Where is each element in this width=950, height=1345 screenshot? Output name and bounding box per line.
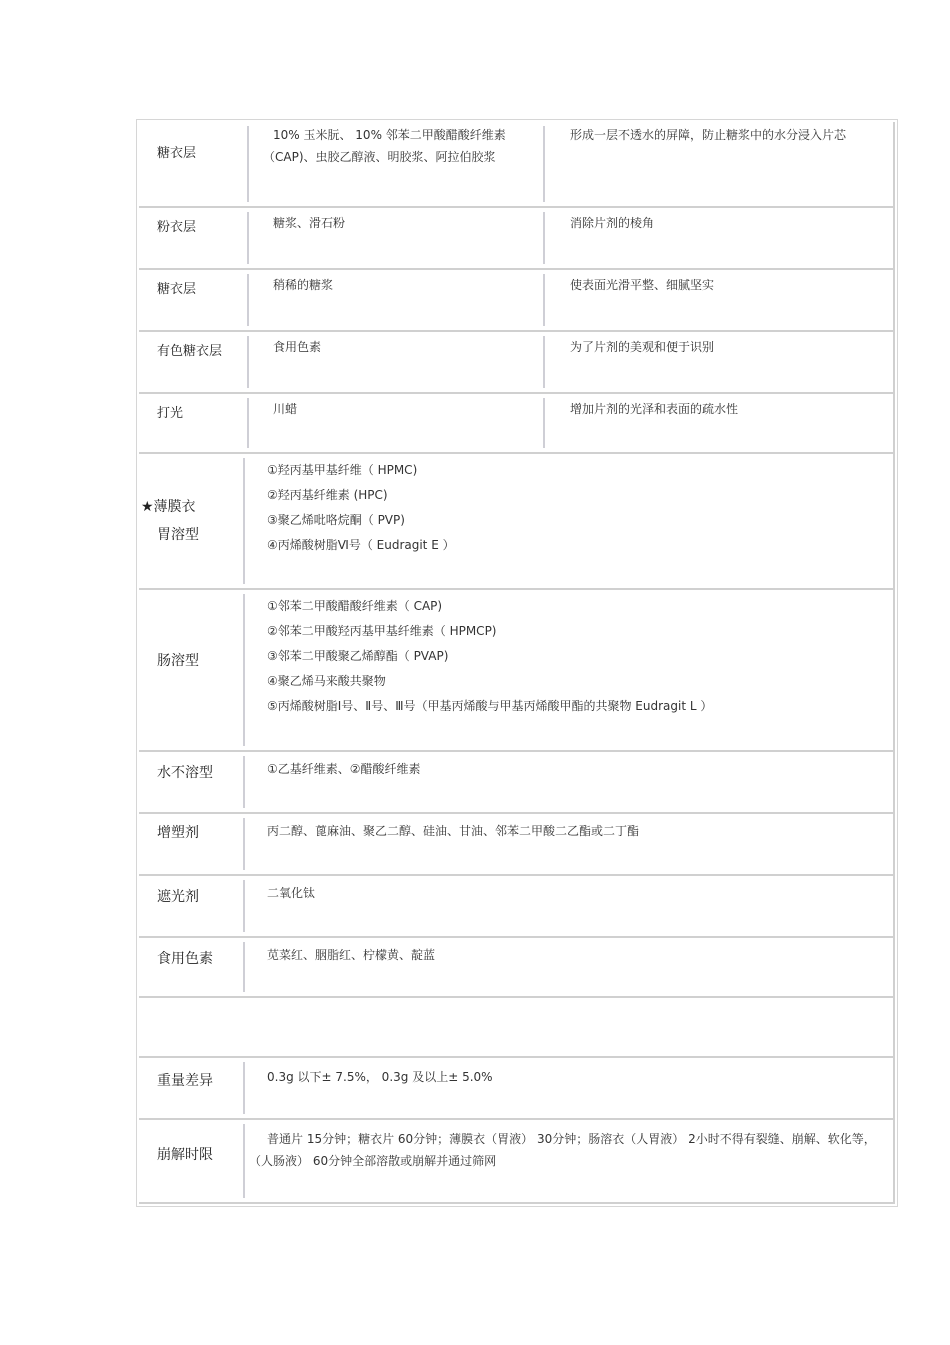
list-item: ①羟丙基甲基纤维（ HPMC) <box>267 463 418 477</box>
column-divider <box>543 336 545 388</box>
column-divider <box>543 274 545 326</box>
column-divider <box>243 942 245 992</box>
list-item: ③邻苯二甲酸聚乙烯醇酯（ PVAP) <box>267 649 449 663</box>
plasticizer-row <box>139 814 895 876</box>
purpose-cell: 为了片剂的美观和便于识别 <box>570 340 715 354</box>
material-cell: 食用色素 <box>273 340 322 354</box>
column-divider <box>543 212 545 264</box>
purpose-cell: 形成一层不透水的屏障，防止糖浆中的水分浸入片芯 <box>570 128 847 142</box>
content-cell: ①乙基纤维素、②醋酸纤维素 <box>267 762 421 776</box>
column-divider <box>243 1124 245 1198</box>
column-divider <box>243 458 245 584</box>
row-label: 遮光剂 <box>157 889 199 905</box>
column-divider <box>243 756 245 808</box>
sugar-row-2 <box>139 208 895 270</box>
document-table <box>136 119 898 1207</box>
column-divider <box>247 212 249 264</box>
row-label: 肠溶型 <box>157 653 199 669</box>
list-item: ②羟丙基纤维素 (HPC) <box>267 488 388 502</box>
sugar-row-1 <box>139 122 895 208</box>
row-label: 打光 <box>157 406 184 421</box>
column-divider <box>247 398 249 448</box>
column-divider <box>247 274 249 326</box>
content-cell: 丙二醇、蓖麻油、聚乙二醇、硅油、甘油、邻苯二甲酸二乙酯或二丁酯 <box>267 824 640 838</box>
sugar-row-4 <box>139 332 895 394</box>
row-label: 糖衣层 <box>157 146 197 161</box>
column-divider <box>543 398 545 448</box>
content-cell: 普通片 15分钟；糖衣片 60分钟；薄膜衣（胃液） 30分钟；肠溶衣（人胃液） 2小时不得有裂缝、崩解、软化等，（人肠液） 60分钟全部溶散或崩解并通过筛网 <box>249 1132 876 1168</box>
column-divider <box>247 126 249 202</box>
row-label: 有色糖衣层 <box>157 344 223 359</box>
column-divider <box>247 336 249 388</box>
content-cell: 二氧化钛 <box>267 886 316 900</box>
purpose-cell: 增加片剂的光泽和表面的疏水性 <box>570 402 739 416</box>
gastric-materials-list <box>267 458 455 558</box>
row-label: 食用色素 <box>157 951 213 967</box>
list-item: ②邻苯二甲酸羟丙基甲基纤维素（ HPMCP) <box>267 624 497 638</box>
column-divider <box>243 818 245 870</box>
column-divider <box>543 126 545 202</box>
row-label: 增塑剂 <box>157 825 199 841</box>
film-coating-title: ★薄膜衣 <box>141 499 196 515</box>
opacifier-row <box>139 876 895 938</box>
column-divider <box>243 880 245 932</box>
enteric-materials-list <box>267 594 712 719</box>
row-label: 重量差异 <box>157 1073 213 1089</box>
film-enteric-row <box>139 590 895 752</box>
column-divider <box>243 1062 245 1114</box>
content-cell: 0.3g 以下± 7.5%， 0.3g 及以上± 5.0% <box>267 1070 493 1084</box>
list-item: ⑤丙烯酸树脂Ⅰ号、Ⅱ号、Ⅲ号（甲基丙烯酸与甲基丙烯酸甲酯的共聚物 Eudragit L ） <box>267 699 713 713</box>
purpose-cell: 消除片剂的棱角 <box>570 216 655 230</box>
purpose-cell: 使表面光滑平整、细腻坚实 <box>570 278 715 292</box>
content-cell: 苋菜红、胭脂红、柠檬黄、靛蓝 <box>267 948 436 962</box>
weight-variation-row <box>139 1058 895 1120</box>
film-gastric-row <box>139 454 895 590</box>
row-label: 糖衣层 <box>157 282 197 297</box>
sugar-row-3 <box>139 270 895 332</box>
empty-row <box>139 998 895 1058</box>
material-cell: 川蜡 <box>273 402 298 416</box>
list-item: ④聚乙烯马来酸共聚物 <box>267 674 386 688</box>
list-item: ③聚乙烯吡咯烷酮（ PVP) <box>267 513 405 527</box>
material-cell: 10% 玉米朊、 10% 邻苯二甲酸醋酸纤维素（CAP)、虫胶乙醇液、明胶浆、阿拉伯胶浆 <box>263 128 506 164</box>
row-label: 崩解时限 <box>157 1147 213 1163</box>
list-item: ①邻苯二甲酸醋酸纤维素（ CAP) <box>267 599 443 613</box>
disintegration-row <box>139 1120 895 1204</box>
column-divider <box>243 594 245 746</box>
colorant-row <box>139 938 895 998</box>
row-label: 粉衣层 <box>157 220 197 235</box>
film-insoluble-row <box>139 752 895 814</box>
list-item: ④丙烯酸树脂Ⅵ号（ Eudragit E ） <box>267 538 455 552</box>
row-label: 胃溶型 <box>157 527 199 543</box>
material-cell: 糖浆、滑石粉 <box>273 216 346 230</box>
material-cell: 稍稀的糖浆 <box>273 278 334 292</box>
sugar-row-5 <box>139 394 895 454</box>
row-label: 水不溶型 <box>157 765 213 781</box>
